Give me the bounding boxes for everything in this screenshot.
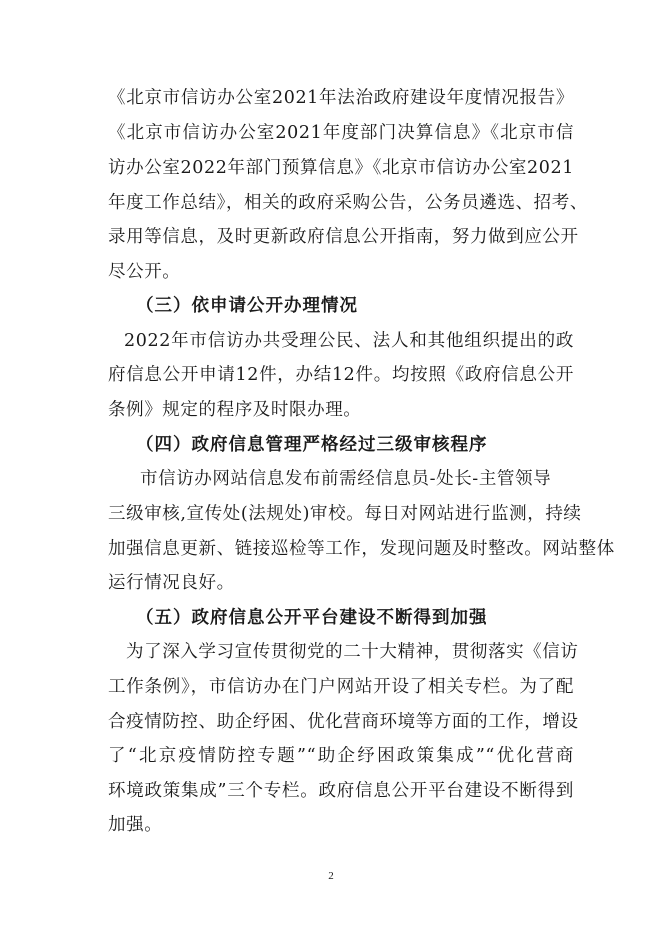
paragraph-line: 为了深入学习宣传贯彻党的二十大精神，贯彻落实《信访	[126, 642, 579, 662]
paragraph-line: 运行情况良好。	[108, 573, 235, 593]
paragraph-line: 三级审核,宣传处(法规处)审校。每日对网站进行监测，持续	[108, 504, 582, 524]
paragraph-line: 《北京市信访办公室2021年法治政府建设年度情况报告》	[108, 88, 574, 108]
paragraph-line: 录用等信息，及时更新政府信息公开指南，努力做到应公开	[108, 227, 579, 247]
paragraph-line: 环境政策集成”三个专栏。政府信息公开平台建设不断得到	[108, 781, 574, 801]
paragraph-line: 了“北京疫情防控专题”“助企纾困政策集成”“优化营商	[108, 746, 574, 766]
paragraph-line: 工作条例》，市信访办在门户网站开设了相关专栏。为了配	[108, 677, 574, 697]
paragraph-line: 2022年市信访办共受理公民、法人和其他组织提出的政	[124, 331, 574, 351]
paragraph-line: 《北京市信访办公室2021年度部门决算信息》《北京市信	[108, 123, 574, 143]
paragraph-line: 尽公开。	[108, 262, 181, 282]
paragraph-line: 市信访办网站信息发布前需经信息员-处长-主管领导	[140, 469, 552, 489]
paragraph-line: 加强。	[108, 815, 163, 835]
paragraph-line: 府信息公开申请12件，办结12件。均按照《政府信息公开	[108, 365, 574, 385]
page-number: 2	[328, 870, 334, 882]
paragraph-line: 访办公室2022年部门预算信息》《北京市信访办公室2021	[108, 158, 574, 178]
paragraph-line: 加强信息更新、链接巡检等工作，发现问题及时整改。网站整体	[108, 539, 615, 559]
section-heading-3: （三）依申请公开办理情况	[136, 296, 358, 316]
section-heading-5: （五）政府信息公开平台建设不断得到加强	[136, 608, 488, 628]
paragraph-line: 条例》规定的程序及时限办理。	[108, 400, 362, 420]
section-heading-4: （四）政府信息管理严格经过三级审核程序	[136, 435, 488, 455]
paragraph-line: 年度工作总结》，相关的政府采购公告，公务员遴选、招考、	[108, 193, 588, 213]
paragraph-line: 合疫情防控、助企纾困、优化营商环境等方面的工作，增设	[108, 712, 579, 732]
